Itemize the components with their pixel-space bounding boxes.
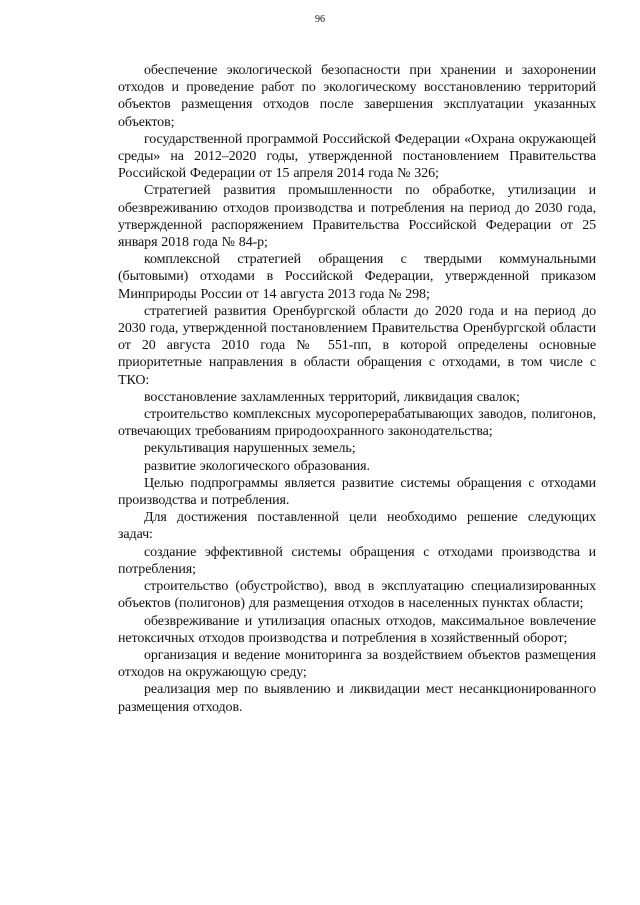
- paragraph-state-program: государственной программой Российской Федерации «Охрана окружающей среды» на 2012–2020 годы, утвержденной постановлением Правительства Российской Федерации от 15 апреля 2014 года № 326;: [118, 131, 596, 182]
- paragraph-eco-education: развитие экологического образования.: [144, 458, 370, 474]
- paragraph-task-system: создание эффективной системы обращения с отходами производства и потребления;: [118, 544, 596, 577]
- paragraph-waste-safety: обеспечение экологической безопасности при хранении и захоронении отходов и проведение работ по экологическому восстановлению территорий объектов размещения отходов после завершения эксплуатации указанных объектов;: [118, 63, 596, 130]
- paragraph-industry-strategy: Стратегией развития промышленности по обработке, утилизации и обезвреживанию отходов производства и потребления на период до 2030 года, утвержденной распоряжением Правительства Российской Федерации от 25 января 2018 года № 84-р;: [118, 183, 596, 251]
- paragraph-task-hazardous: обезвреживание и утилизация опасных отходов, максимальное вовлечение нетоксичных отходов производства и потребления в хозяйственный оборот;: [118, 613, 596, 646]
- paragraph-territory-restoration: восстановление захламленных территорий, ликвидация свалок;: [144, 389, 520, 405]
- paragraph-complex-strategy: комплексной стратегией обращения с твердыми коммунальными (бытовыми) отходами в Российской Федерации, утвержденной приказом Минприроды России от 14 августа 2013 года № 298;: [118, 252, 596, 302]
- paragraph-land-recultivation: рекультивация нарушенных земель;: [144, 441, 356, 457]
- body-text: [118, 62, 596, 716]
- paragraph-plant-construction: строительство комплексных мусороперерабатывающих заводов, полигонов, отвечающих требованиям природоохранного законодательства;: [118, 407, 596, 440]
- page-number: 96: [315, 14, 325, 25]
- paragraph-task-illegal-dumps: реализация мер по выявлению и ликвидации мест несанкционированного размещения отходов.: [118, 682, 596, 715]
- paragraph-tasks-intro: Для достижения поставленной цели необходимо решение следующих задач:: [118, 510, 596, 543]
- paragraph-subprogram-goal: Целью подпрограммы является развитие системы обращения с отходами производства и потребления.: [118, 475, 596, 509]
- paragraph-task-landfills: строительство (обустройство), ввод в эксплуатацию специализированных объектов (полигонов) для размещения отходов в населенных пунктах области;: [118, 579, 596, 612]
- paragraph-task-monitoring: организация и ведение мониторинга за воздействием объектов размещения отходов на окружающую среду;: [118, 647, 596, 681]
- paragraph-orenburg-strategy: стратегией развития Оренбургской области до 2020 года и на период до 2030 года, утвержденной постановлением Правительства Оренбургской области от 20 августа 2010 года № 551-пп, в которой определены основные приоритетные направления в области обращения с отходами, в том числе с ТКО:: [118, 303, 596, 388]
